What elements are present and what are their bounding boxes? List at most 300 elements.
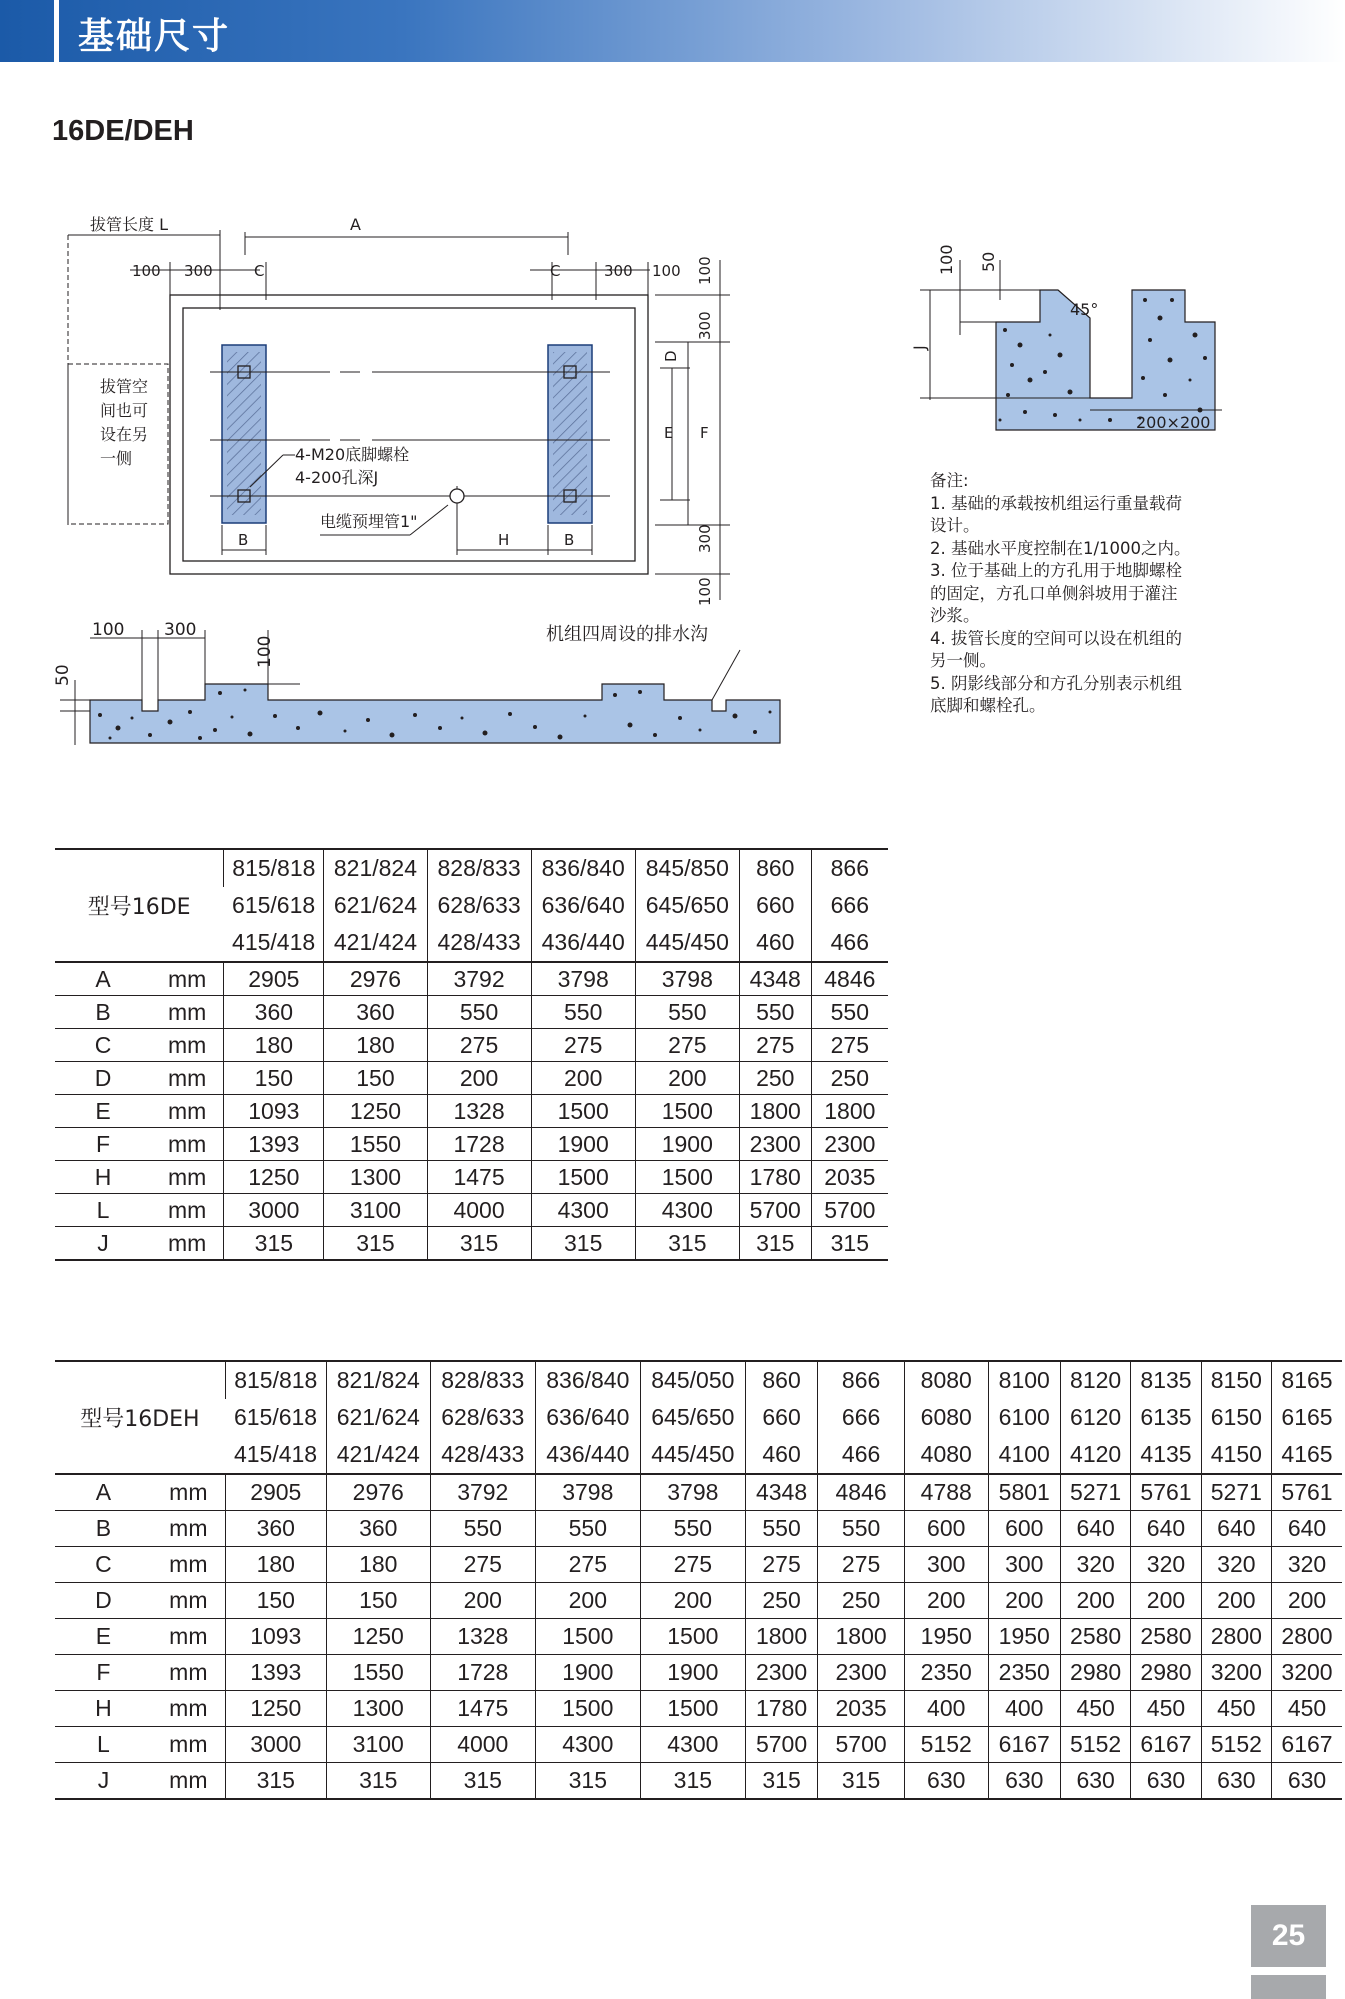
value-cell: 200 (1060, 1583, 1130, 1619)
value-cell: 320 (1131, 1547, 1201, 1583)
model-header-cell: 860 (745, 1361, 817, 1399)
model-header-cell: 8150 (1201, 1361, 1271, 1399)
notes-title: 备注: (930, 471, 969, 490)
model-header-cell: 415/418 (233, 1441, 318, 1467)
value-cell: 630 (1272, 1763, 1342, 1800)
value-cell: 1900 (640, 1655, 745, 1691)
model-header-cell: 628/633 (427, 887, 531, 924)
unit-cell: mm (152, 1727, 225, 1763)
model-header-cell: 4100 (988, 1436, 1060, 1474)
value-cell: 3000 (225, 1727, 326, 1763)
value-cell: 1500 (635, 1095, 739, 1128)
model-header-cell: 436/440 (535, 1436, 640, 1474)
table-row (55, 1583, 1342, 1619)
value-cell: 3200 (1272, 1655, 1342, 1691)
value-cell: 550 (818, 1511, 905, 1547)
pipe-length-label: 拔管长度 L (90, 215, 169, 234)
table-row (55, 1062, 888, 1095)
model-header-cell: 466 (818, 1436, 905, 1474)
value-cell: 4846 (811, 962, 888, 996)
value-cell: 360 (324, 996, 427, 1029)
model-header-cell: 445/450 (640, 1436, 745, 1474)
value-cell: 1393 (225, 1655, 326, 1691)
value-cell: 5700 (745, 1727, 817, 1763)
dim-300-vertical-top: 300 (696, 311, 714, 340)
unit-cell: mm (151, 1161, 224, 1194)
value-cell: 450 (1060, 1691, 1130, 1727)
value-cell: 1300 (324, 1161, 427, 1194)
value-cell: 630 (988, 1763, 1060, 1800)
value-cell: 320 (1060, 1547, 1130, 1583)
table-row (55, 1128, 888, 1161)
value-cell: 1475 (427, 1161, 531, 1194)
value-cell: 640 (1131, 1511, 1201, 1547)
unit-cell: mm (151, 1194, 224, 1227)
value-cell: 1475 (430, 1691, 535, 1727)
value-cell: 5761 (1131, 1474, 1201, 1511)
unit-cell: mm (151, 1029, 224, 1062)
value-cell: 4300 (635, 1194, 739, 1227)
unit-cell: mm (152, 1511, 225, 1547)
model-header-cell: 866 (818, 1361, 905, 1399)
model-header-cell: 836/840 (535, 1361, 640, 1399)
value-cell: 6167 (1272, 1727, 1342, 1763)
value-cell: 1500 (535, 1691, 640, 1727)
value-cell: 4348 (745, 1474, 817, 1511)
value-cell: 4846 (818, 1474, 905, 1511)
model-header-cell: 6135 (1131, 1399, 1201, 1436)
value-cell: 250 (818, 1583, 905, 1619)
model-header-cell: 645/650 (635, 887, 739, 924)
dim-100-right: 100 (652, 262, 681, 280)
model-header-cell: 428/433 (427, 924, 531, 962)
hole-note: 4-200孔深J (295, 468, 379, 487)
value-cell: 150 (224, 1062, 324, 1095)
detail-concrete (996, 290, 1215, 430)
value-cell: 1900 (531, 1128, 635, 1161)
value-cell: 1393 (224, 1128, 324, 1161)
detail-hole-size: 200×200 (1136, 413, 1211, 432)
drain-note: 机组四周设的排水沟 (546, 624, 708, 645)
value-cell: 200 (988, 1583, 1060, 1619)
value-cell: 5700 (739, 1194, 811, 1227)
value-cell: 550 (635, 996, 739, 1029)
value-cell: 1250 (225, 1691, 326, 1727)
note-line: 底脚和螺栓孔。 (930, 696, 1046, 715)
value-cell: 630 (904, 1763, 988, 1800)
value-cell: 3798 (531, 962, 635, 996)
bolt-note: 4-M20底脚螺栓 (295, 445, 410, 464)
value-cell: 2035 (811, 1161, 888, 1194)
unit-cell: mm (152, 1691, 225, 1727)
model-header-cell: 636/640 (535, 1399, 640, 1436)
value-cell: 1500 (635, 1161, 739, 1194)
unit-cell: mm (151, 1128, 224, 1161)
dim-label-F: F (700, 424, 709, 442)
value-cell: 4300 (640, 1727, 745, 1763)
model-header-cell: 6150 (1201, 1399, 1271, 1436)
side-note-line: 拔管空 (100, 377, 149, 396)
value-cell: 3100 (324, 1194, 427, 1227)
table-row (55, 1029, 888, 1062)
value-cell: 400 (988, 1691, 1060, 1727)
table-row (55, 996, 888, 1029)
model-header-cell: 460 (739, 924, 811, 962)
model-header-cell: 4135 (1131, 1436, 1201, 1474)
value-cell: 4348 (739, 962, 811, 996)
value-cell: 315 (745, 1763, 817, 1800)
value-cell: 550 (811, 996, 888, 1029)
detail-label-J: J (910, 345, 929, 350)
section-dim-100-vertical: 100 (255, 635, 275, 668)
value-cell: 180 (224, 1029, 324, 1062)
value-cell: 4788 (904, 1474, 988, 1511)
value-cell: 1328 (427, 1095, 531, 1128)
unit-cell: mm (151, 1062, 224, 1095)
value-cell: 1093 (224, 1095, 324, 1128)
unit-cell: mm (152, 1547, 225, 1583)
param-cell: B (55, 1511, 152, 1547)
dim-label-E: E (664, 424, 674, 442)
dim-300-left: 300 (184, 262, 213, 280)
value-cell: 1250 (326, 1619, 430, 1655)
model-title: 16DE/DEH (52, 115, 194, 147)
bolt-hole-detail-drawing (900, 235, 1240, 435)
table-row (55, 1547, 1342, 1583)
model-header-cell: 4080 (904, 1436, 988, 1474)
value-cell: 200 (904, 1583, 988, 1619)
value-cell: 2800 (1272, 1619, 1342, 1655)
detail-dim-100: 100 (937, 244, 956, 275)
value-cell: 1800 (745, 1619, 817, 1655)
value-cell: 630 (1131, 1763, 1201, 1800)
value-cell: 1500 (640, 1619, 745, 1655)
dim-label-B-left: B (238, 531, 249, 549)
value-cell: 550 (640, 1511, 745, 1547)
value-cell: 315 (739, 1227, 811, 1261)
value-cell: 200 (1201, 1583, 1271, 1619)
dim-100-vertical-top: 100 (696, 256, 714, 285)
page-number: 25 (1271, 1919, 1306, 1952)
model-header-cell: 666 (818, 1399, 905, 1436)
param-cell: D (55, 1062, 151, 1095)
note-line: 5. 阴影线部分和方孔分别表示机组 (930, 673, 1182, 693)
value-cell: 400 (904, 1691, 988, 1727)
value-cell: 2905 (224, 962, 324, 996)
value-cell: 315 (811, 1227, 888, 1261)
value-cell: 5271 (1201, 1474, 1271, 1511)
value-cell: 1950 (988, 1619, 1060, 1655)
value-cell: 180 (225, 1547, 326, 1583)
value-cell: 5152 (1060, 1727, 1130, 1763)
value-cell: 1728 (430, 1655, 535, 1691)
value-cell: 1500 (531, 1095, 635, 1128)
value-cell: 275 (640, 1547, 745, 1583)
value-cell: 2980 (1131, 1655, 1201, 1691)
dim-label-H: H (498, 531, 510, 549)
value-cell: 275 (745, 1547, 817, 1583)
value-cell: 1550 (324, 1128, 427, 1161)
table-row (55, 962, 888, 996)
value-cell: 150 (225, 1583, 326, 1619)
value-cell: 2976 (324, 962, 427, 996)
value-cell: 2300 (811, 1128, 888, 1161)
model-header-cell: 836/840 (531, 849, 635, 887)
param-cell: C (55, 1547, 152, 1583)
note-line: 沙浆。 (930, 606, 980, 625)
table-row (55, 1691, 1342, 1727)
note-line: 2. 基础水平度控制在1/1000之内。 (930, 538, 1191, 558)
notes-block (930, 470, 1230, 718)
model-header-cell: 821/824 (324, 849, 427, 887)
note-line: 1. 基础的承载按机组运行重量载荷 (930, 493, 1182, 513)
param-cell: E (55, 1095, 151, 1128)
dim-label-C-right: C (550, 262, 561, 280)
value-cell: 4300 (531, 1194, 635, 1227)
value-cell: 320 (1201, 1547, 1271, 1583)
value-cell: 2300 (818, 1655, 905, 1691)
model-header-cell: 821/824 (326, 1361, 430, 1399)
value-cell: 5152 (904, 1727, 988, 1763)
value-cell: 275 (430, 1547, 535, 1583)
value-cell: 1780 (745, 1691, 817, 1727)
value-cell: 5700 (811, 1194, 888, 1227)
value-cell: 300 (904, 1547, 988, 1583)
model-header-cell: 860 (739, 849, 811, 887)
value-cell: 2580 (1060, 1619, 1130, 1655)
section-dim-50: 50 (53, 664, 73, 686)
value-cell: 1500 (640, 1691, 745, 1727)
value-cell: 275 (535, 1547, 640, 1583)
value-cell: 5271 (1060, 1474, 1130, 1511)
param-cell: B (55, 996, 151, 1029)
model-header-cell: 8100 (988, 1361, 1060, 1399)
model-header-cell: 628/633 (430, 1399, 535, 1436)
value-cell: 360 (224, 996, 324, 1029)
model-header-cell: 4150 (1201, 1436, 1271, 1474)
model-header-cell: 6080 (904, 1399, 988, 1436)
value-cell: 315 (224, 1227, 324, 1261)
value-cell: 2980 (1060, 1655, 1130, 1691)
param-cell: C (55, 1029, 151, 1062)
note-line: 的固定，方孔口单侧斜坡用于灌注 (930, 583, 1178, 603)
value-cell: 300 (988, 1547, 1060, 1583)
value-cell: 1800 (818, 1619, 905, 1655)
value-cell: 630 (1201, 1763, 1271, 1800)
value-cell: 450 (1131, 1691, 1201, 1727)
value-cell: 250 (745, 1583, 817, 1619)
value-cell: 315 (640, 1763, 745, 1800)
foundation-plan-drawing (0, 200, 760, 620)
value-cell: 1800 (811, 1095, 888, 1128)
page-number-box (1251, 1905, 1326, 1967)
page-number-bar (1251, 1975, 1326, 1999)
param-cell: F (55, 1655, 152, 1691)
value-cell: 3200 (1201, 1655, 1271, 1691)
value-cell: 1250 (324, 1095, 427, 1128)
table-16de (55, 848, 888, 1261)
value-cell: 315 (430, 1763, 535, 1800)
value-cell: 450 (1272, 1691, 1342, 1727)
value-cell: 1550 (326, 1655, 430, 1691)
unit-cell: mm (151, 962, 224, 996)
table-row (55, 1655, 1342, 1691)
model-header-cell: 636/640 (531, 887, 635, 924)
value-cell: 640 (1060, 1511, 1130, 1547)
cable-pipe-icon (450, 489, 464, 503)
table-16deh (55, 1360, 1342, 1800)
value-cell: 3100 (326, 1727, 430, 1763)
note-line: 4. 拔管长度的空间可以设在机组的 (930, 628, 1182, 648)
dim-label-A: A (350, 215, 361, 234)
model-header-cell: 8120 (1060, 1361, 1130, 1399)
value-cell: 2035 (818, 1691, 905, 1727)
value-cell: 550 (745, 1511, 817, 1547)
note-line: 3. 位于基础上的方孔用于地脚螺栓 (930, 561, 1182, 580)
value-cell: 275 (531, 1029, 635, 1062)
param-cell: J (55, 1227, 151, 1261)
value-cell: 640 (1272, 1511, 1342, 1547)
value-cell: 200 (635, 1062, 739, 1095)
section-concrete (90, 684, 780, 743)
value-cell: 4000 (430, 1727, 535, 1763)
model-label: 型号16DE (55, 849, 224, 962)
value-cell: 275 (818, 1547, 905, 1583)
param-cell: H (55, 1691, 152, 1727)
model-label: 型号16DEH (55, 1361, 225, 1474)
value-cell: 315 (326, 1763, 430, 1800)
value-cell: 630 (1060, 1763, 1130, 1800)
value-cell: 275 (811, 1029, 888, 1062)
value-cell: 2300 (745, 1655, 817, 1691)
unit-cell: mm (152, 1655, 225, 1691)
dim-label-D: D (662, 350, 680, 362)
value-cell: 3792 (427, 962, 531, 996)
model-header-cell: 621/624 (324, 887, 427, 924)
side-note-line: 一侧 (100, 449, 133, 468)
param-cell: F (55, 1128, 151, 1161)
value-cell: 2300 (739, 1128, 811, 1161)
value-cell: 180 (326, 1547, 430, 1583)
value-cell: 1900 (635, 1128, 739, 1161)
value-cell: 550 (531, 996, 635, 1029)
table-row (55, 1763, 1342, 1800)
value-cell: 200 (531, 1062, 635, 1095)
value-cell: 315 (427, 1227, 531, 1261)
model-header-cell: 460 (745, 1436, 817, 1474)
value-cell: 550 (739, 996, 811, 1029)
value-cell: 275 (427, 1029, 531, 1062)
value-cell: 1900 (535, 1655, 640, 1691)
model-header-cell: 8165 (1272, 1361, 1342, 1399)
param-cell: J (55, 1763, 152, 1800)
model-header-cell: 4165 (1272, 1436, 1342, 1474)
unit-cell: mm (152, 1583, 225, 1619)
unit-cell: mm (152, 1619, 225, 1655)
value-cell: 150 (326, 1583, 430, 1619)
side-note-line: 设在另 (100, 425, 149, 444)
model-header-cell: 660 (739, 887, 811, 924)
model-header-cell: 615/618 (232, 892, 316, 918)
table-row (55, 1511, 1342, 1547)
value-cell: 600 (904, 1511, 988, 1547)
value-cell: 275 (739, 1029, 811, 1062)
table-row (55, 1727, 1342, 1763)
model-header-cell: 436/440 (531, 924, 635, 962)
detail-dim-50: 50 (979, 251, 998, 272)
value-cell: 1250 (224, 1161, 324, 1194)
model-header-cell: 466 (811, 924, 888, 962)
model-header-cell: 615/618 (233, 1404, 318, 1430)
value-cell: 1093 (225, 1619, 326, 1655)
dim-label-C-left: C (254, 262, 265, 280)
value-cell: 550 (427, 996, 531, 1029)
unit-cell: mm (151, 1095, 224, 1128)
value-cell: 3798 (535, 1474, 640, 1511)
value-cell: 2580 (1131, 1619, 1201, 1655)
side-note-line: 间也可 (100, 401, 149, 420)
note-line: 另一侧。 (930, 651, 996, 670)
value-cell: 360 (225, 1511, 326, 1547)
section-dim-300: 300 (164, 620, 197, 640)
unit-cell: mm (151, 996, 224, 1029)
model-header-cell: 666 (811, 887, 888, 924)
model-header-cell: 660 (745, 1399, 817, 1436)
table-row (55, 1194, 888, 1227)
value-cell: 550 (535, 1511, 640, 1547)
model-header-cell: 428/433 (430, 1436, 535, 1474)
value-cell: 250 (739, 1062, 811, 1095)
model-header-cell: 4120 (1060, 1436, 1130, 1474)
unit-cell: mm (152, 1763, 225, 1800)
header-accent-stripe (54, 0, 59, 62)
dim-label-B-right: B (564, 531, 575, 549)
dim-100-left: 100 (132, 262, 161, 280)
value-cell: 200 (640, 1583, 745, 1619)
value-cell: 1500 (531, 1161, 635, 1194)
value-cell: 6167 (988, 1727, 1060, 1763)
value-cell: 2350 (988, 1655, 1060, 1691)
table-row (55, 1161, 888, 1194)
value-cell: 5801 (988, 1474, 1060, 1511)
value-cell: 5761 (1272, 1474, 1342, 1511)
value-cell: 360 (326, 1511, 430, 1547)
value-cell: 315 (635, 1227, 739, 1261)
value-cell: 315 (535, 1763, 640, 1800)
unit-cell: mm (151, 1227, 224, 1261)
model-header-cell: 845/050 (640, 1361, 745, 1399)
model-header-cell: 421/424 (324, 924, 427, 962)
value-cell: 3798 (640, 1474, 745, 1511)
value-cell: 5700 (818, 1727, 905, 1763)
value-cell: 4300 (535, 1727, 640, 1763)
value-cell: 1800 (739, 1095, 811, 1128)
param-cell: L (55, 1194, 151, 1227)
value-cell: 315 (225, 1763, 326, 1800)
value-cell: 320 (1272, 1547, 1342, 1583)
model-header-cell: 445/450 (635, 924, 739, 962)
model-header-cell: 6120 (1060, 1399, 1130, 1436)
value-cell: 6167 (1131, 1727, 1201, 1763)
value-cell: 200 (1131, 1583, 1201, 1619)
model-header-cell: 828/833 (430, 1361, 535, 1399)
model-header-cell: 415/418 (232, 929, 316, 955)
value-cell: 550 (430, 1511, 535, 1547)
dim-100-vertical-bottom: 100 (696, 577, 714, 606)
value-cell: 600 (988, 1511, 1060, 1547)
value-cell: 200 (430, 1583, 535, 1619)
param-cell: H (55, 1161, 151, 1194)
